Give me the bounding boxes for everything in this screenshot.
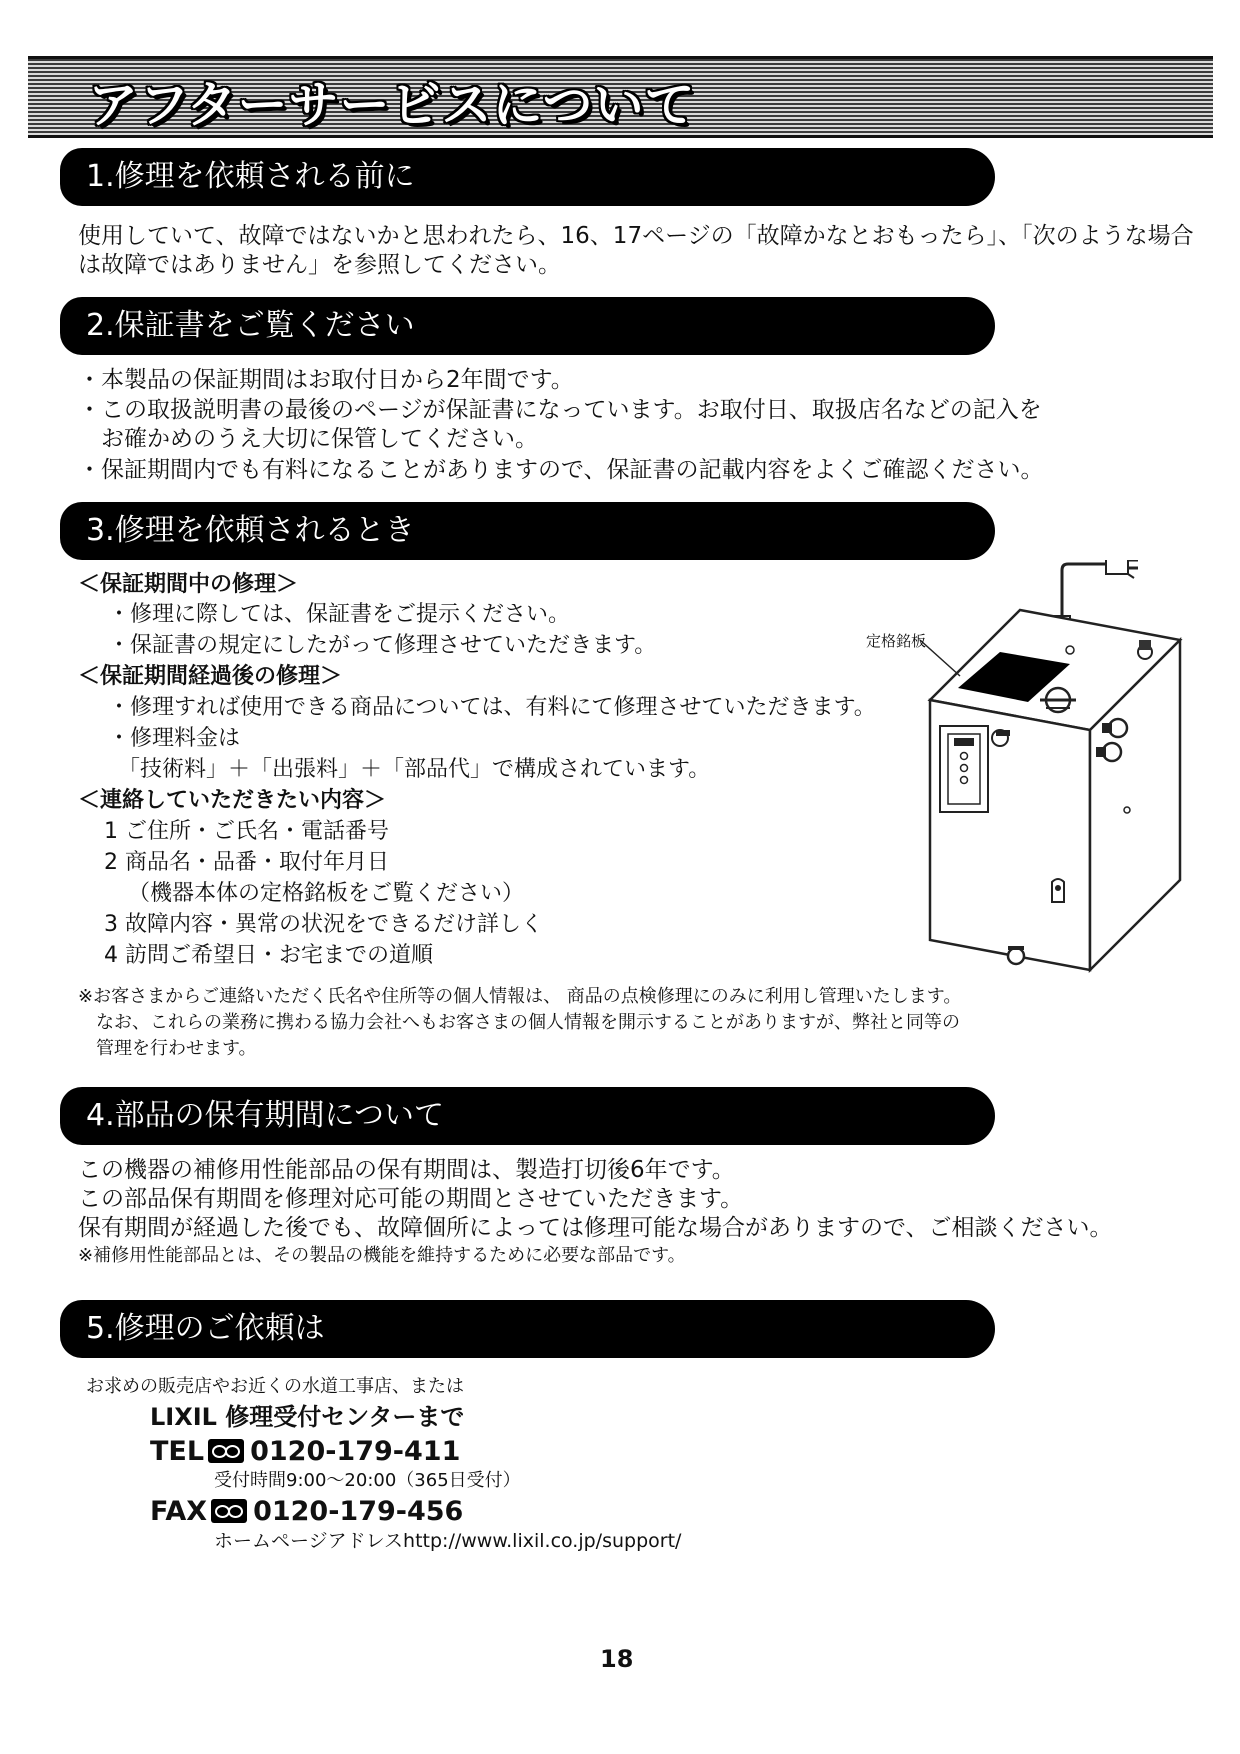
contact-item-2-note: （機器本体の定格銘板をご覧ください） bbox=[128, 881, 525, 906]
parts-period-line-2: この部品保有期間を修理対応可能の期間とさせていただきます。 bbox=[78, 1186, 744, 1212]
rating-plate-label: 定格銘板 bbox=[866, 632, 927, 650]
tel-row bbox=[150, 1434, 460, 1470]
post-warranty-item-3: 「技術料」＋「出張料」＋「部品代」で構成されています。 bbox=[118, 757, 711, 782]
parts-period-line-1: この機器の補修用性能部品の保有期間は、製造打切後6年です。 bbox=[78, 1157, 735, 1183]
warranty-item-2: ・保証書の規定にしたがって修理させていただきます。 bbox=[108, 633, 657, 658]
section-2-line-3: お確かめのうえ大切に保管してください。 bbox=[78, 426, 538, 452]
parts-period-note: ※補修用性能部品とは、その製品の機能を維持するために必要な部品です。 bbox=[78, 1245, 686, 1266]
tel-label: TEL bbox=[150, 1436, 205, 1467]
freedial-icon bbox=[211, 1499, 247, 1523]
warranty-period-repair-heading: ＜保証期間中の修理＞ bbox=[78, 572, 299, 597]
section-4-heading: 4.部品の保有期間について bbox=[60, 1087, 995, 1145]
freedial-icon bbox=[208, 1439, 244, 1463]
fax-label: FAX bbox=[150, 1496, 208, 1527]
fax-number[interactable]: 0120-179-456 bbox=[253, 1496, 464, 1527]
section-1-text-line-1: 使用していて、故障ではないかと思われたら、16、17ページの「故障かなとおもったら」、「次のような場合 bbox=[78, 223, 1194, 249]
privacy-note-line-1: ※お客さまからご連絡いただく氏名や住所等の個人情報は、 商品の点検修理にのみに利用し管理いたします。 bbox=[78, 986, 962, 1007]
contact-item-1: 1 ご住所・ご氏名・電話番号 bbox=[104, 819, 389, 844]
page-title: アフターサービスについて bbox=[88, 76, 696, 134]
privacy-note-line-2: なお、これらの業務に携わる協力会社へもお客さまの個人情報を開示することがありますが、弊社と同等の bbox=[78, 1012, 960, 1033]
website-address[interactable]: ホームページアドレスhttp://www.lixil.co.jp/support/ bbox=[214, 1530, 682, 1552]
tel-number[interactable]: 0120-179-411 bbox=[250, 1436, 461, 1467]
water-heater-illustration bbox=[870, 560, 1200, 980]
section-2-line-4: ・保証期間内でも有料になることがありますので、保証書の記載内容をよくご確認ください。 bbox=[78, 457, 1044, 483]
contact-item-4: 4 訪問ご希望日・お宅までの道順 bbox=[104, 943, 433, 968]
section-2-line-1: ・本製品の保証期間はお取付日から2年間です。 bbox=[78, 367, 574, 393]
section-1-heading: 1.修理を依頼される前に bbox=[60, 148, 995, 206]
section-1-text-line-2: は故障ではありません」を参照してください。 bbox=[78, 252, 561, 278]
lixil-repair-center: LIXIL 修理受付センターまで bbox=[150, 1403, 465, 1431]
post-warranty-item-1: ・修理すれば使用できる商品については、有料にて修理させていただきます。 bbox=[108, 695, 876, 720]
section-3-heading: 3.修理を依頼されるとき bbox=[60, 502, 995, 560]
privacy-note-line-3: 管理を行わせます。 bbox=[78, 1038, 257, 1059]
post-warranty-item-2: ・修理料金は bbox=[108, 726, 241, 751]
section-2-heading: 2.保証書をご覧ください bbox=[60, 297, 995, 355]
contact-info-heading: ＜連絡していただきたい内容＞ bbox=[78, 788, 387, 813]
contact-item-3: 3 故障内容・異常の状況をできるだけ詳しく bbox=[104, 912, 543, 937]
title-banner bbox=[28, 56, 1213, 138]
section-2-line-2: ・この取扱説明書の最後のページが保証書になっています。お取付日、取扱店名などの記入を bbox=[78, 397, 1042, 423]
post-warranty-repair-heading: ＜保証期間経過後の修理＞ bbox=[78, 664, 343, 689]
fax-row bbox=[150, 1494, 463, 1530]
page-number: 18 bbox=[600, 1645, 634, 1673]
repair-request-intro: お求めの販売店やお近くの水道工事店、または bbox=[86, 1376, 464, 1397]
reception-hours: 受付時間9:00～20:00（365日受付） bbox=[214, 1470, 521, 1491]
warranty-item-1: ・修理に際しては、保証書をご提示ください。 bbox=[108, 602, 571, 627]
contact-item-2: 2 商品名・品番・取付年月日 bbox=[104, 850, 389, 875]
parts-period-line-3: 保有期間が経過した後でも、故障個所によっては修理可能な場合がありますので、ご相談ください。 bbox=[78, 1215, 1113, 1241]
section-5-heading: 5.修理のご依頼は bbox=[60, 1300, 995, 1358]
